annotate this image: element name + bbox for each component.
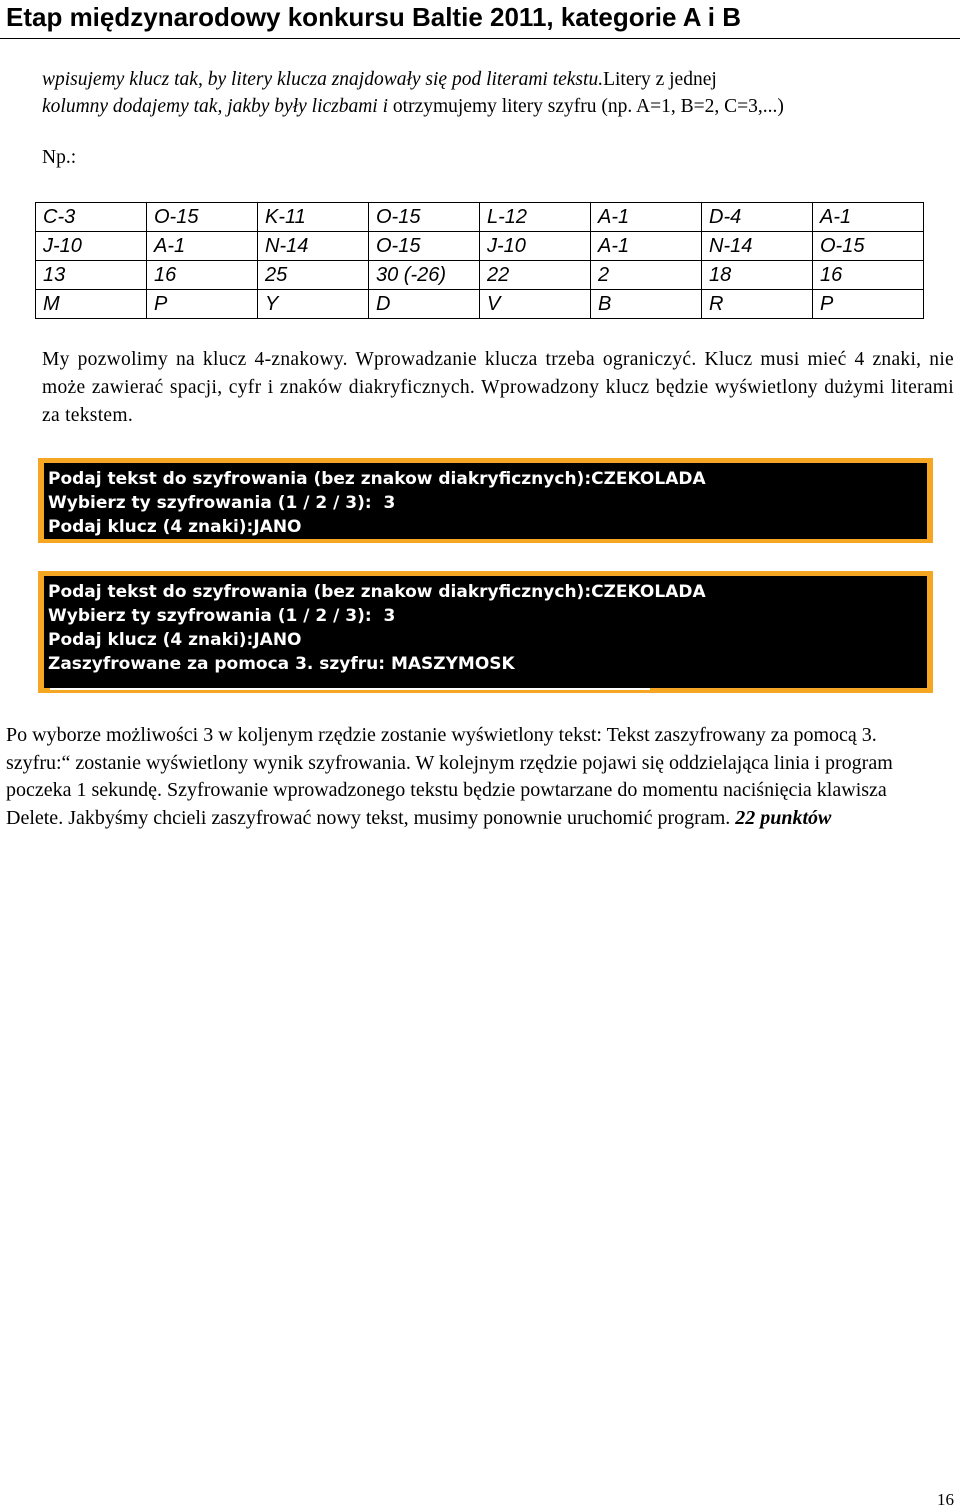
table-cell: A-1 <box>147 232 258 261</box>
table-cell: O-15 <box>147 203 258 232</box>
intro-line1-upright: Litery z jednej <box>603 69 717 90</box>
table-row <box>36 203 924 232</box>
table-cell: 18 <box>702 261 813 290</box>
intro-paragraph <box>42 66 942 120</box>
table-cell: D <box>369 290 480 319</box>
page-number: 16 <box>937 1490 954 1509</box>
console-line: Zaszyfrowane za pomoca 3. szyfru: MASZYMOSK <box>48 654 515 674</box>
console-line: Podaj tekst do szyfrowania (bez znakow diakryficznych):CZEKOLADA <box>48 582 706 602</box>
table-cell: A-1 <box>591 232 702 261</box>
table-cell: 13 <box>36 261 147 290</box>
table-cell: 2 <box>591 261 702 290</box>
table-cell: 16 <box>813 261 924 290</box>
table-cell: O-15 <box>369 232 480 261</box>
table-row <box>36 232 924 261</box>
separator-line <box>50 688 650 690</box>
points-label: 22 punktów <box>735 806 832 829</box>
table-cell: A-1 <box>591 203 702 232</box>
summary-paragraph <box>6 722 946 832</box>
table-cell: 22 <box>480 261 591 290</box>
table-cell: J-10 <box>36 232 147 261</box>
summary-text: Po wyborze możliwości 3 w koljenym rzędzie zostanie wyświetlony tekst: Tekst zaszyfrowany za pomocą 3. szyfru:“ zostanie wyświetlony wynik szyfrowania. W kolejnym rzędzie pojawi się oddzielająca linia i program poczeka 1 sekundę. Szyfrowanie wprowadzonego tekstu będzie powtarzane do momentu naciśnięcia klawisza Delete. Jakbyśmy chcieli zaszyfrować nowy tekst, musimy ponownie uruchomić program. <box>6 724 893 829</box>
page-title: Etap międzynarodowy konkursu Baltie 2011, kategorie A i B <box>6 2 741 32</box>
table-cell: J-10 <box>480 232 591 261</box>
console-line: Podaj klucz (4 znaki):JANO <box>48 630 302 650</box>
example-label: Np.: <box>42 147 77 168</box>
console-line: Wybierz ty szyfrowania (1 / 2 / 3): 3 <box>48 493 396 513</box>
table-cell: B <box>591 290 702 319</box>
table-cell: L-12 <box>480 203 591 232</box>
table-cell: Y <box>258 290 369 319</box>
intro-line2-upright: otrzymujemy litery szyfru (np. A=1, B=2, C=3,...) <box>392 96 784 117</box>
cipher-example-table <box>35 202 924 319</box>
key-description-paragraph: My pozwolimy na klucz 4-znakowy. Wprowadzanie klucza trzeba ograniczyć. Klucz musi mieć 4 znaki, nie może zawierać spacji, cyfr i znaków diakryficznych. Wprowadzony klucz będzie wyświetlony dużymi literami za tekstem. <box>42 349 954 426</box>
table-cell: M <box>36 290 147 319</box>
table-cell: N-14 <box>702 232 813 261</box>
intro-line1-italic: wpisujemy klucz tak, by litery klucza znajdowały się pod literami tekstu. <box>42 69 604 90</box>
table-cell: 16 <box>147 261 258 290</box>
table-row <box>36 290 924 319</box>
page-header <box>0 0 960 39</box>
console-line: Podaj klucz (4 znaki):JANO <box>48 517 302 537</box>
console-screenshot-2 <box>38 571 933 693</box>
table-row <box>36 261 924 290</box>
intro-line2-italic: kolumny dodajemy tak, jakby były liczbami i <box>42 96 393 117</box>
table-cell: 30 (-26) <box>369 261 480 290</box>
table-cell: P <box>813 290 924 319</box>
console-screenshot-1 <box>38 458 933 543</box>
table-cell: V <box>480 290 591 319</box>
console-line: Wybierz ty szyfrowania (1 / 2 / 3): 3 <box>48 606 396 626</box>
table-cell: R <box>702 290 813 319</box>
console-line: Podaj tekst do szyfrowania (bez znakow diakryficznych):CZEKOLADA <box>48 469 706 489</box>
table-cell: N-14 <box>258 232 369 261</box>
table-cell: K-11 <box>258 203 369 232</box>
table-cell: A-1 <box>813 203 924 232</box>
table-cell: O-15 <box>369 203 480 232</box>
table-cell: D-4 <box>702 203 813 232</box>
table-cell: O-15 <box>813 232 924 261</box>
table-cell: 25 <box>258 261 369 290</box>
table-cell: C-3 <box>36 203 147 232</box>
table-cell: P <box>147 290 258 319</box>
